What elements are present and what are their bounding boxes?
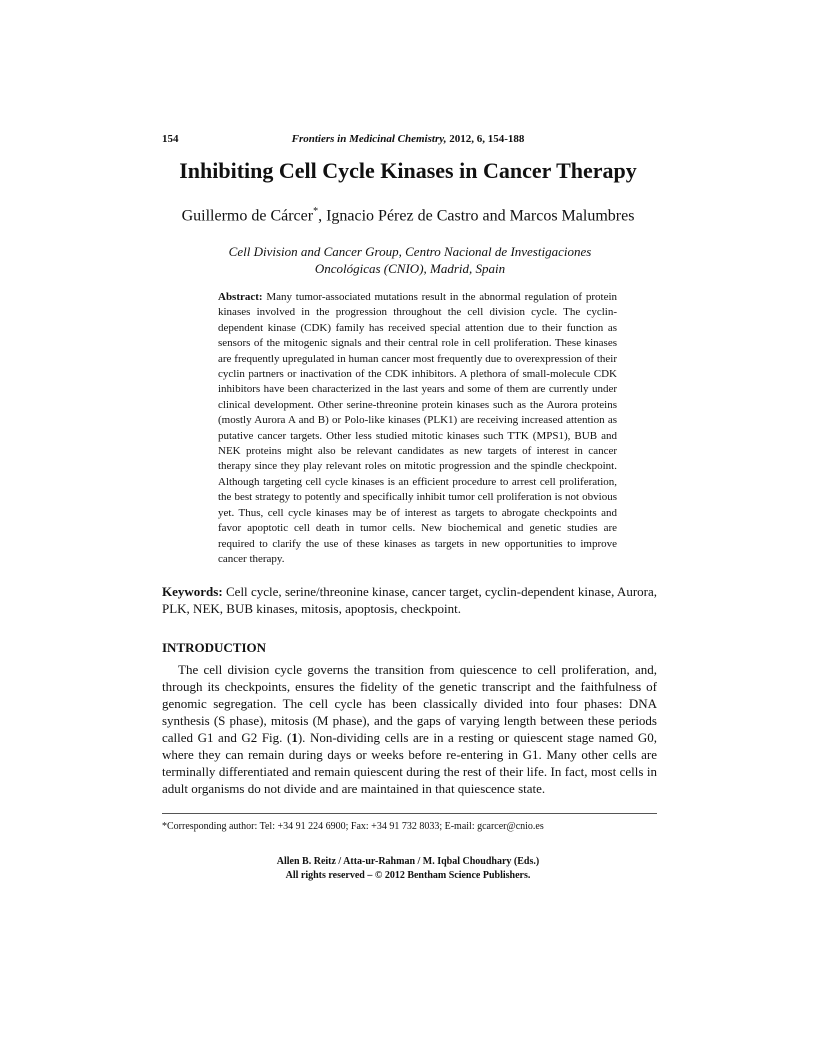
introduction-paragraph bbox=[162, 661, 657, 797]
author-1: Guillermo de Cárcer bbox=[181, 207, 314, 225]
journal-name: Frontiers in Medicinal Chemistry, bbox=[291, 133, 447, 145]
affiliation-line: Cell Division and Cancer Group, Centro Nacional de Investigaciones bbox=[228, 244, 592, 259]
authors-rest: , Ignacio Pérez de Castro and Marcos Malumbres bbox=[318, 207, 635, 225]
article-title: Inhibiting Cell Cycle Kinases in Cancer Therapy bbox=[179, 158, 637, 183]
publisher-footer bbox=[0, 855, 816, 883]
affiliation bbox=[200, 243, 620, 277]
abstract-text: Many tumor-associated mutations result in the abnormal regulation of protein kinases involved in the progression throughout the cell division cycle. The cyclin-dependent kinase (CDK) family has received special attention due to their function as sensors of the mitogenic signals and their central role in cell proliferation. These kinases are frequently upregulated in human cancer most frequently due to overexpression of their cyclin partners or inactivation of the CDK inhibitors. A plethora of small-molecule CDK inhibitors have been characterized in the last years and some of them are currently under clinical development. Other serine-threonine protein kinases such as the Aurora proteins (mostly Aurora A and B) or Polo-like kinases (PLK1) are receiving increased attention as putative cancer targets. Other less studied mitotic kinases such TTK (MPS1), BUB and NEK proteins might also be relevant candidates as new targets of interest in cancer therapy since they play relevant roles on mitotic progression and the spindle checkpoint. Although targeting cell cycle kinases is an efficient procedure to arrest cell proliferation, the best strategy to potently and specifically inhibit tumor cell proliferation is not obvious yet. Thus, cell cycle kinases may be of interest as targets to abrogate checkpoints and favor apoptotic cell death in tumor cells. New biochemical and genetic studies are required to clarify the use of these kinases as targets in new opportunities to improve cancer therapy. bbox=[218, 291, 618, 565]
corresponding-author-footnote: *Corresponding author: Tel: +34 91 224 6900; Fax: +34 91 732 8033; E-mail: gcarcer@cnio.es bbox=[162, 821, 544, 832]
intro-text: ). Non-dividing cells are in a resting or quiescent stage named G0, where they can remain during days or weeks before re-entering in G1. Many other cells are terminally differentiated and remain quiescent during the rest of their life. In fact, most cells in adult organisms do not divide and are maintained in that quiescence state. bbox=[162, 730, 657, 796]
section-heading-introduction: INTRODUCTION bbox=[162, 640, 267, 655]
journal-details: 2012, 6, 154-188 bbox=[449, 133, 525, 145]
footnote-divider bbox=[162, 813, 657, 814]
keywords bbox=[162, 583, 657, 617]
keywords-label: Keywords: bbox=[162, 584, 223, 599]
abstract bbox=[218, 290, 617, 567]
keywords-text: Cell cycle, serine/threonine kinase, cancer target, cyclin-dependent kinase, Aurora, PLK, NEK, BUB kinases, mitosis, apoptosis, checkpoint. bbox=[162, 584, 657, 616]
figure-reference[interactable]: 1 bbox=[291, 730, 298, 745]
abstract-label: Abstract: bbox=[218, 291, 263, 303]
editors-line: Allen B. Reitz / Atta-ur-Rahman / M. Iqbal Choudhary (Eds.) bbox=[276, 856, 540, 867]
rights-line: All rights reserved – © 2012 Bentham Science Publishers. bbox=[285, 870, 531, 881]
corresponding-mark: * bbox=[313, 206, 319, 217]
author-list bbox=[0, 206, 816, 225]
affiliation-line: Oncológicas (CNIO), Madrid, Spain bbox=[314, 261, 506, 276]
intro-text: The cell division cycle governs the transition from quiescence to cell proliferation, and, through its checkpoints, ensures the fidelity of the genetic transcript and the faithfulness of genomic segregation. The cell cycle has been classically divided into four phases: DNA synthesis (S phase), mitosis (M phase), and the gaps of varying length between these periods called G1 and G2 Fig. ( bbox=[162, 662, 657, 745]
page-number: 154 bbox=[162, 133, 179, 145]
journal-header bbox=[0, 133, 816, 145]
